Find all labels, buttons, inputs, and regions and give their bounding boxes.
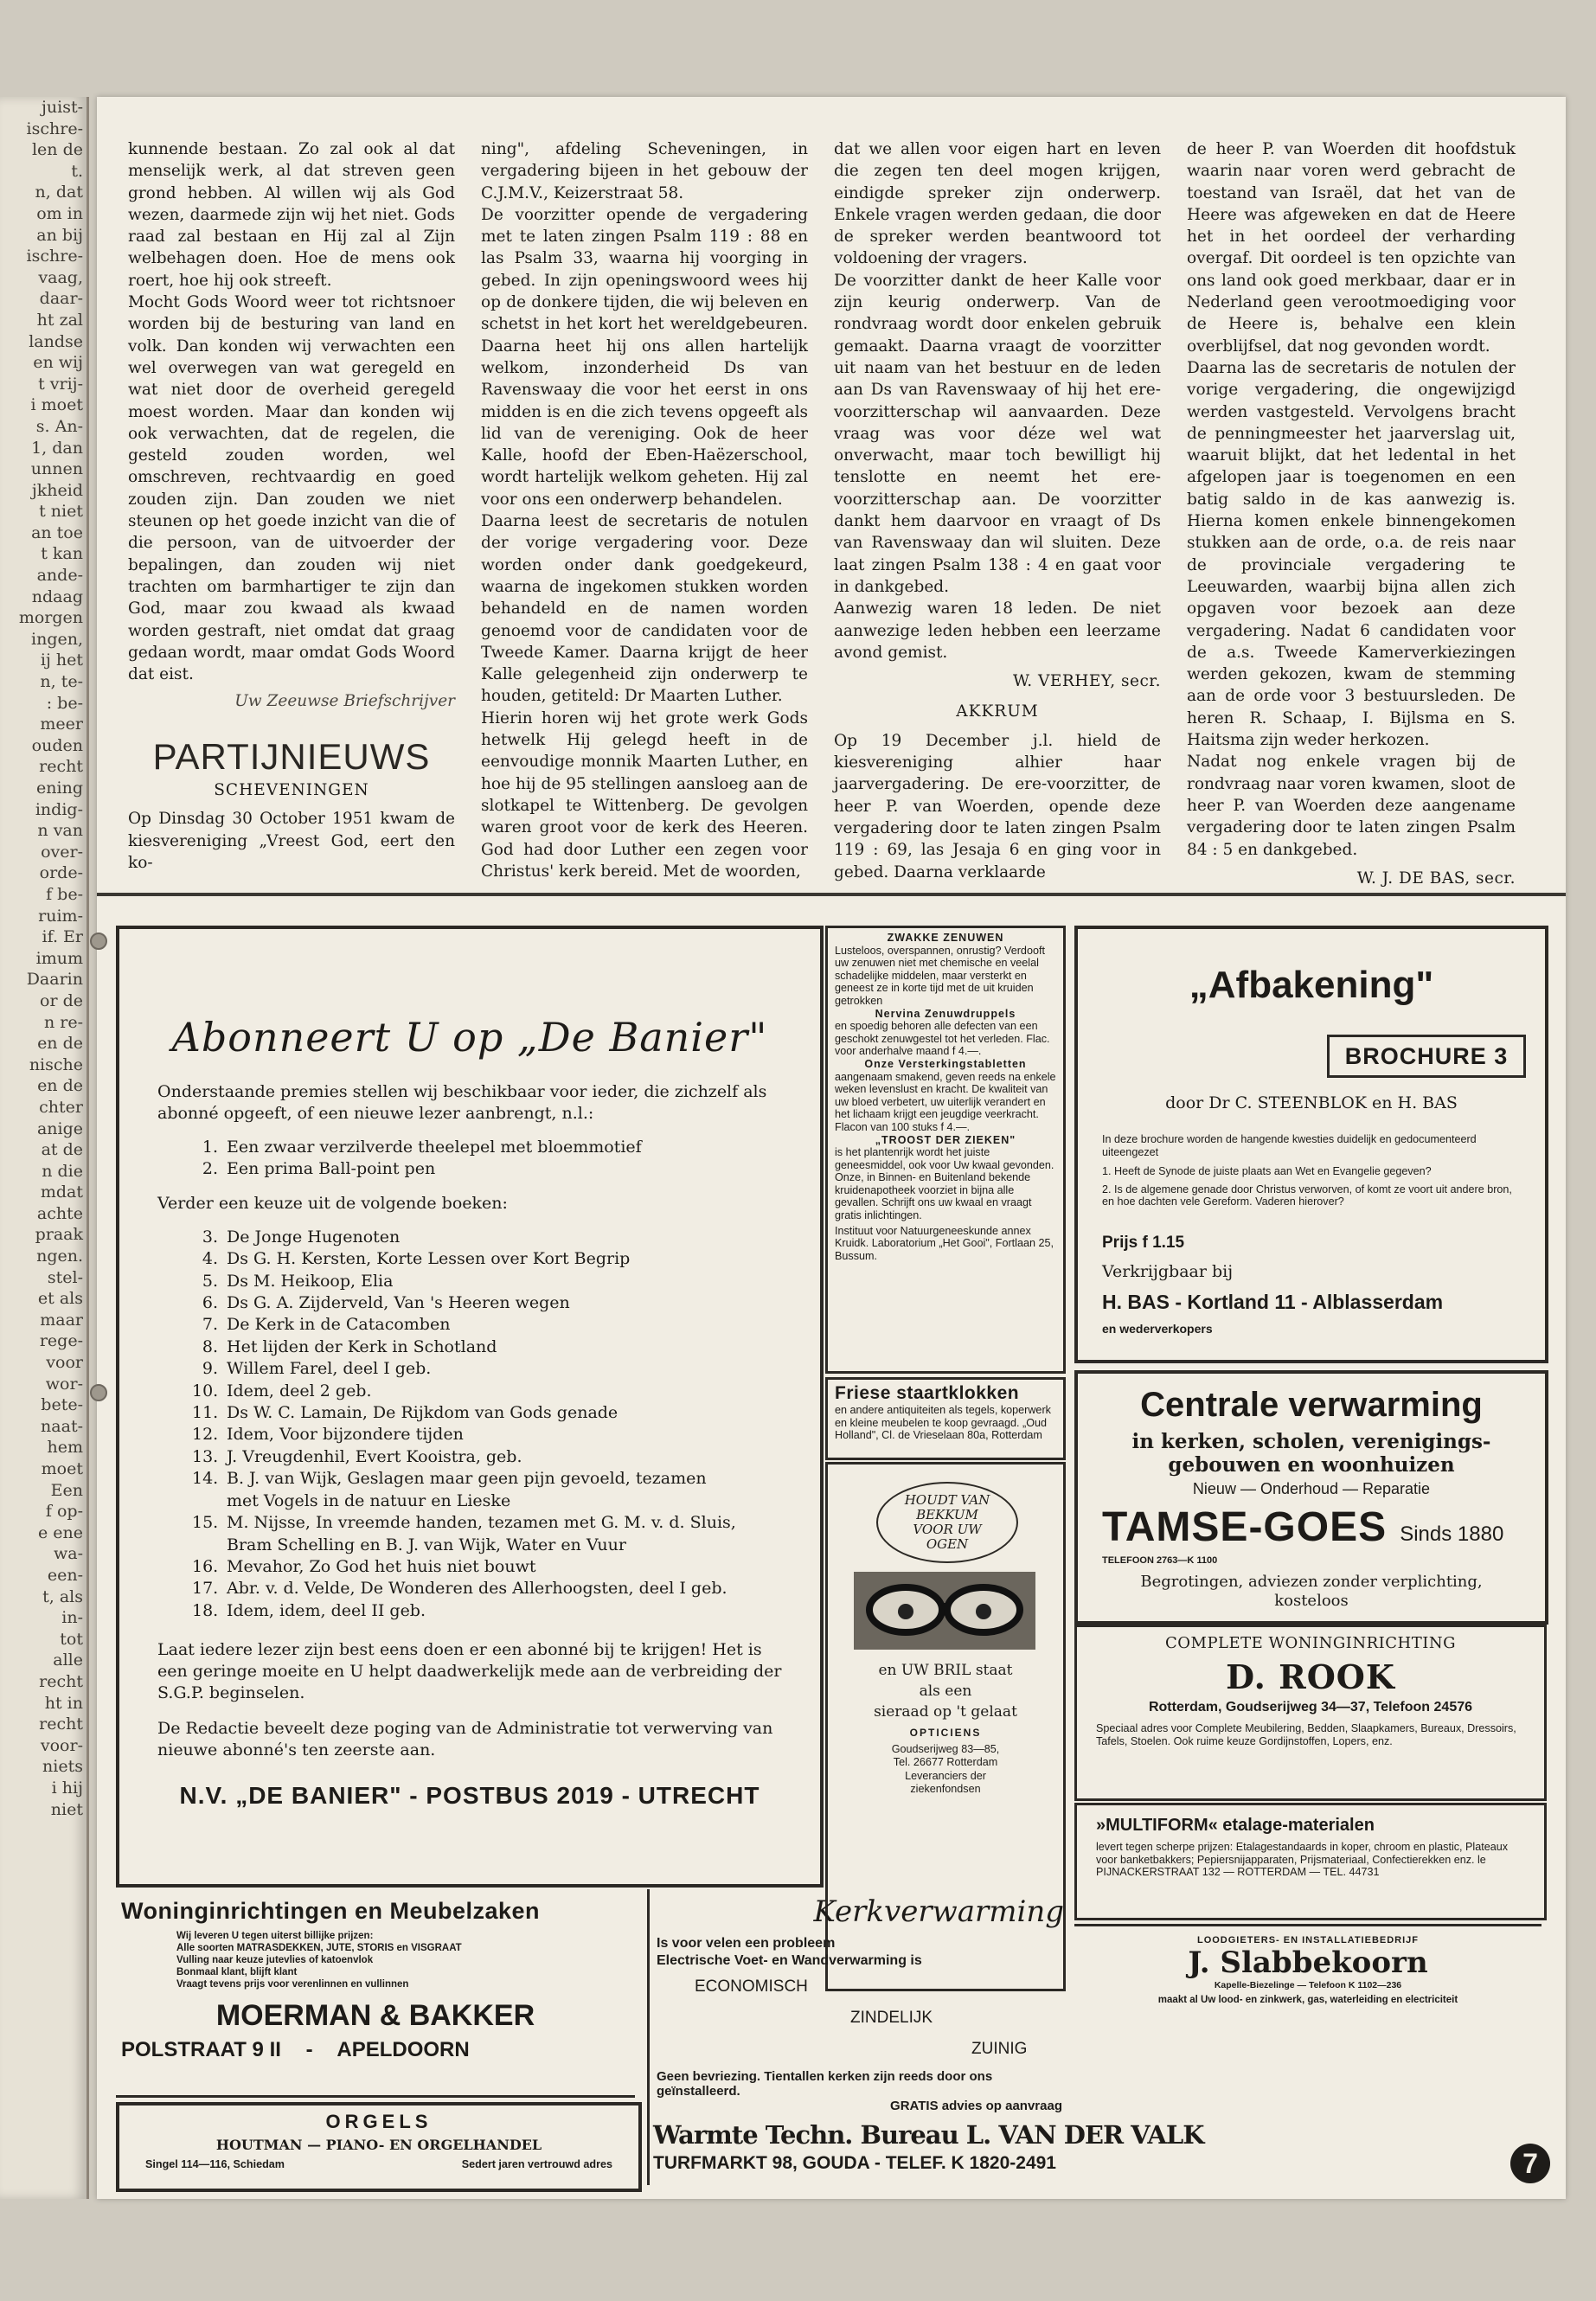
- previous-page-line: an bij: [36, 225, 83, 245]
- premium-list: [135, 1137, 804, 1181]
- previous-page-line: ischre-: [26, 247, 83, 266]
- previous-page-line: juist-: [41, 98, 83, 117]
- ad-text: sieraad op 't gelaat: [874, 1703, 1017, 1721]
- punch-hole: [90, 933, 107, 950]
- ad-multiform: [1074, 1803, 1547, 1920]
- list-number: 6.: [202, 1293, 218, 1313]
- ad-text: Verkrijgbaar bij: [1102, 1262, 1234, 1281]
- previous-page-line: ruim-: [38, 906, 83, 926]
- previous-page-line: niet: [50, 1799, 83, 1819]
- previous-page-line: ingen,: [31, 629, 83, 649]
- ad-address: Tel. 26677 Rotterdam: [893, 1755, 998, 1768]
- list-text: Een prima Ball-point pen: [227, 1159, 436, 1179]
- previous-page-line: at de: [41, 1140, 83, 1160]
- list-item: [192, 1424, 804, 1445]
- previous-page-line: bete-: [41, 1395, 83, 1415]
- list-text: M. Nijsse, In vreemde handen, tezamen met G. M. v. d. Sluis,: [227, 1513, 736, 1533]
- list-number: 14.: [192, 1469, 219, 1489]
- previous-page-line: f be-: [46, 884, 83, 904]
- ad-address: Singel 114—116, Schiedam: [145, 2158, 285, 2170]
- previous-page-line: rege-: [39, 1331, 83, 1351]
- paragraph: de heer P. van Woerden dit hoofdstuk waarin naar voren werd gebracht de toestand van Israël, dat het van de Heere was afgeweken en dat de Heere het in het oordeel der verharding overgaf. Dit oordeel is ten opzichte van ons land ook goed merkbaar, daar er in Nederland geen verootmoediging voor de Heere is, behalve een klein overblijfsel, dat nog gevonden wordt.: [1187, 140, 1516, 356]
- previous-page-line: an toe: [31, 522, 83, 542]
- list-text: De Jonge Hugenoten: [227, 1227, 401, 1247]
- ad-word: ZUINIG: [971, 2040, 1028, 2058]
- list-text-continued: met Vogels in de natuur en Lieske: [227, 1490, 511, 1510]
- list-item: [192, 1381, 804, 1402]
- ad-text: GRATIS advies op aanvraag: [890, 2099, 1062, 2113]
- place-heading: AKKRUM: [956, 702, 1039, 721]
- list-number: 2.: [202, 1159, 218, 1179]
- ad-list-item: 2. Is de algemene genade door Christus verworven, of komt ze voort uit andere bron, en hoe dachten vele Gereform. Vaderen hierover?: [1102, 1183, 1512, 1208]
- ad-brand: MOERMAN & BAKKER: [215, 1999, 535, 2032]
- previous-page-line: in-: [61, 1608, 83, 1628]
- previous-page-line: recht: [39, 1671, 83, 1691]
- paragraph: Nadat nog enkele vragen bij de rondvraag naar voren kwamen, sloot de heer P. van Woerden deze aangename vergadering door te laten zingen Psalm 84 : 5 en dankgebed.: [1187, 753, 1516, 859]
- list-text: Ds M. Heikoop, Elia: [227, 1271, 394, 1291]
- ad-text: Vulling naar keuze jutevlies of katoenvlok: [176, 1955, 374, 1965]
- ad-subheading: „TROOST DER ZIEKEN": [875, 1133, 1016, 1146]
- previous-page-line: len de: [31, 140, 83, 160]
- previous-page-line: een-: [47, 1565, 83, 1585]
- paragraph: Hierin horen wij het grote werk Gods hetwelk Hij gelegd heeft in de eenvoudige monnik Maarten Luther, en hoe hij de 95 stellingen aansloeg aan de slotkapel te Wittenberg. De gevolgen waren groot voor de kerk des Heeren. God had door Luther een zegen voor Christus' kerk bereid. Met de woorden,: [481, 708, 808, 881]
- list-text: Willem Farel, deel I geb.: [227, 1359, 432, 1379]
- list-item: [192, 1227, 804, 1248]
- ad-text: Instituut voor Natuurgeneeskunde annex Kruidk. Laboratorium „Het Gooi", Fortlaan 25, Bussum.: [835, 1224, 1054, 1262]
- list-item: [192, 1314, 804, 1336]
- ad-text: Speciaal adres voor Complete Meubilering, Bedden, Slaapkamers, Bureaux, Dressoirs, Tafels, Stoelen. Ook ruime keuze Gordijnstoffen, Lopers, enz.: [1096, 1722, 1516, 1747]
- list-item: [192, 1578, 804, 1599]
- signature: W. VERHEY, secr.: [1012, 672, 1161, 691]
- previous-page-line: voor-: [40, 1735, 83, 1755]
- ad-friese: [825, 1377, 1066, 1460]
- previous-page-line: t, als: [42, 1586, 83, 1606]
- ad-call: Laat iedere lezer zijn best eens doen er een abonné bij te krijgen! Het is een geringe moeite en U helpt daadwerkelijk mede aan de verbreiding der S.G.P. beginselen.: [157, 1640, 782, 1703]
- book-list: [135, 1227, 804, 1622]
- punch-hole: [90, 1384, 107, 1401]
- ad-text: Geen bevriezing. Tientallen kerken zijn reeds door ons geïnstalleerd.: [657, 2069, 993, 2099]
- ad-banier: [116, 926, 824, 1888]
- previous-page-line: meer: [40, 715, 83, 734]
- previous-page-line: en de: [37, 1076, 83, 1096]
- list-item: [192, 1446, 804, 1468]
- list-text: Ds G. A. Zijderveld, Van 's Heeren wegen: [227, 1293, 570, 1313]
- previous-page-line: nische: [29, 1054, 83, 1074]
- previous-page-line: s. An-: [35, 416, 83, 436]
- list-text: Idem, idem, deel II geb.: [227, 1600, 426, 1620]
- list-item: [192, 1556, 804, 1578]
- ad-brand: TAMSE-GOES: [1102, 1504, 1388, 1550]
- ad-rook: [1074, 1625, 1547, 1801]
- paragraph: Op 19 December j.l. hield de kiesvereniging alhier haar jaarvergadering. De ere-voorzitter, de heer P. van Woerden, opende deze vergadering door te laten zingen Psalm 119 : 69, las Jesaja 6 en ging voor in gebed. Daarna verklaarde: [834, 731, 1161, 881]
- list-number: 18.: [192, 1600, 219, 1620]
- ad-subtitle: HOUTMAN — PIANO- EN ORGELHANDEL: [215, 2137, 542, 2153]
- ad-text: Lusteloos, overspannen, onrustig? Verdooft uw zenuwen niet met chemische en veelal schadelijke middelen, maar versterkt en geneest ze in korte tijd met de uit kruiden getrokken: [835, 944, 1045, 1007]
- ad-city: APELDOORN: [337, 2038, 470, 2061]
- previous-page-line: anige: [36, 1118, 83, 1138]
- oval-text: HOUDT VAN BEKKUM VOOR UW OGEN: [904, 1492, 990, 1552]
- ad-subtitle: in kerken, scholen, verenigings-: [1131, 1430, 1491, 1453]
- previous-page-line: t niet: [39, 502, 83, 522]
- column-4: [1187, 138, 1516, 889]
- list-number: 5.: [202, 1271, 218, 1291]
- previous-page-line: orde-: [39, 863, 83, 883]
- section-heading: PARTIJNIEUWS: [152, 735, 431, 777]
- ad-subtitle: gebouwen en woonhuizen: [1168, 1453, 1455, 1477]
- ad-text: levert tegen scherpe prijzen: Etalagestandaards in koper, chroom en plastic, Plateaux voor banketbakkers; Pepiersnijapparaten, Prijsmateriaal, Confectierekken enz. le PIJNACKERSTRAAT 132 — ROTTERDAM — TEL. 44731: [1096, 1841, 1509, 1879]
- ad-address: Rotterdam, Goudserijweg 34—37, Telefoon 24576: [1148, 1700, 1473, 1715]
- ad-centrale-verwarming: [1074, 1370, 1548, 1625]
- previous-page-line: ening: [36, 779, 83, 798]
- previous-page-line: naat-: [41, 1416, 83, 1436]
- ad-title: „Afbakening": [1189, 964, 1434, 1006]
- previous-page-line: mdat: [40, 1183, 83, 1202]
- list-text: Een zwaar verzilverde theelepel met bloemmotief: [227, 1138, 642, 1157]
- ad-afbakening: [1074, 926, 1548, 1363]
- ad-keuze: Verder een keuze uit de volgende boeken:: [157, 1193, 508, 1213]
- previous-page-line: wa-: [53, 1544, 83, 1564]
- ad-phone: TELEFOON 2763—K 1100: [1102, 1555, 1218, 1566]
- list-item: [192, 1292, 804, 1314]
- previous-page-line: imum: [35, 948, 83, 968]
- ad-address: Goudserijweg 83—85,: [891, 1743, 1000, 1755]
- previous-page-line: ht zal: [36, 310, 83, 330]
- list-item: [192, 1336, 804, 1358]
- ad-address: H. BAS - Kortland 11 - Alblasserdam: [1102, 1291, 1444, 1313]
- glasses-face-icon: [854, 1572, 1035, 1650]
- list-item: [192, 1271, 804, 1292]
- paragraph: Aanwezig waren 18 leden. De niet aanwezige leden hebben een leerzame avond gemist.: [834, 599, 1161, 662]
- ad-orgels: [116, 2102, 642, 2192]
- ad-text: en UW BRIL staat: [878, 1662, 1013, 1679]
- ad-title: Kerkverwarming: [813, 1894, 1064, 1929]
- ad-text: Sedert jaren vertrouwd adres: [461, 2158, 612, 2170]
- ad-text: Wij leveren U tegen uiterst billijke prijzen:: [176, 1931, 374, 1941]
- list-text: Mevahor, Zo God het huis niet bouwt: [227, 1556, 536, 1576]
- previous-page-line: unnen: [30, 459, 83, 479]
- previous-page-line: : be-: [46, 693, 83, 713]
- ad-kerkverwarming: [647, 1889, 1204, 2185]
- previous-page-line: alle: [53, 1650, 83, 1670]
- oval-badge: [876, 1482, 1018, 1563]
- previous-page-line: ij het: [40, 651, 83, 670]
- previous-page-line: voor: [46, 1353, 83, 1373]
- list-number: 13.: [192, 1446, 219, 1466]
- previous-page-line: Een: [50, 1480, 83, 1500]
- previous-page-line: recht: [39, 757, 83, 777]
- list-text: Ds W. C. Lamain, De Rijkdom van Gods genade: [227, 1403, 619, 1423]
- ad-subheading: Nervina Zenuwdruppels: [875, 1007, 1016, 1020]
- previous-page-line: f op-: [45, 1502, 83, 1522]
- previous-page-line: vaag,: [38, 267, 83, 287]
- ad-redactie: De Redactie beveelt deze poging van de Administratie tot verwerving van nieuwe abonné's ten zeerste aan.: [157, 1719, 773, 1760]
- ad-text: Vraagt tevens prijs voor verenlinnen en vullinnen: [176, 1979, 409, 1990]
- list-number: 16.: [192, 1556, 219, 1576]
- previous-page-line: achte: [36, 1203, 83, 1223]
- place-heading: SCHEVENINGEN: [214, 781, 369, 800]
- previous-page-line: over-: [41, 842, 83, 862]
- column-2: [481, 138, 808, 882]
- ad-text: en andere antiquiteiten als tegels, koperwerk en kleine meubelen te koop gevraagd. „Oud Holland", Cl. de Vrieselaan 80a, Rotterdam: [835, 1404, 1051, 1442]
- previous-page-line: daar-: [39, 289, 83, 309]
- section-divider: [97, 893, 1566, 896]
- ad-zenuwen: [825, 926, 1066, 1374]
- previous-page-line: ischre-: [26, 119, 83, 138]
- list-item: [192, 1402, 804, 1424]
- previous-page-line: hem: [47, 1438, 83, 1458]
- list-text: Idem, deel 2 geb.: [227, 1381, 372, 1400]
- previous-page-line: or de: [40, 990, 83, 1010]
- previous-page-line: i moet: [30, 395, 83, 415]
- column-3: [834, 138, 1161, 883]
- page-number: 7: [1510, 2144, 1550, 2183]
- list-number: 7.: [202, 1315, 218, 1335]
- list-item: [192, 1512, 804, 1556]
- ad-text: is het plantenrijk wordt het juiste geneesmiddel, ook voor Uw kwaal gevonden. Onze, in Binnen- en Buitenland bekende kruidenapotheek voorziet in bijna alle gevallen. Schrijft ons uw kwaal en vraagt gratis inlichtingen.: [835, 1146, 1054, 1222]
- list-text: J. Vreugdenhil, Evert Kooistra, geb.: [227, 1446, 522, 1466]
- list-number: 3.: [202, 1227, 218, 1247]
- ad-text: en spoedig behoren alle defecten van een geschokt zenuwgestel tot het verleden. Flac. voor anderhalve maand f 4.—.: [835, 1020, 1050, 1058]
- ad-title: ORGELS: [325, 2111, 433, 2132]
- previous-page-line: chter: [39, 1097, 83, 1117]
- ad-address: POLSTRAAT 9 II: [121, 2038, 281, 2061]
- ad-text: In deze brochure worden de hangende kwesties duidelijk en gedocumenteerd uiteengezet: [1102, 1133, 1477, 1158]
- previous-page-strip: [0, 97, 89, 2199]
- previous-page-line: n, dat: [35, 183, 83, 202]
- list-number: 1.: [202, 1138, 218, 1157]
- ad-brand: J. Slabbekoorn: [1188, 1945, 1428, 1980]
- ad-heading: LOODGIETERS- EN INSTALLATIEBEDRIJF: [1196, 1935, 1420, 1945]
- ad-brand: Warmte Techn. Bureau L. VAN DER VALK: [653, 2120, 1204, 2150]
- list-text: Abr. v. d. Velde, De Wonderen des Allerhoogsten, deel I geb.: [227, 1579, 727, 1599]
- list-number: 10.: [192, 1381, 219, 1400]
- list-text: Idem, Voor bijzondere tijden: [227, 1425, 464, 1445]
- ad-authors: door Dr C. STEENBLOK en H. BAS: [1165, 1093, 1458, 1112]
- ad-since: Sinds 1880: [1400, 1522, 1504, 1546]
- newspaper-page: [97, 97, 1566, 2199]
- ad-heading: ZWAKKE ZENUWEN: [887, 932, 1004, 944]
- ad-slabbekoorn: [1074, 1924, 1542, 2022]
- paragraph: kunnende bestaan. Zo zal ook al dat menselijk werk, al dat streven geen grond hebben. Al willen wij als God wezen, daarmede zijn wij het niet. Gods raad zal bestaan en Hij zal al Zijn welbehagen doen. Hoe de mens ook roert, hoe hij ook streeft.: [128, 140, 455, 290]
- previous-page-line: t vrij-: [38, 374, 83, 394]
- ad-price: Prijs f 1.15: [1102, 1234, 1185, 1252]
- previous-page-line: indig-: [35, 799, 83, 819]
- ad-subheading: Onze Versterkingstabletten: [864, 1057, 1027, 1070]
- previous-page-line: ngen.: [36, 1247, 83, 1266]
- ad-text: Leveranciers der ziekenfondsen: [905, 1770, 986, 1795]
- paragraph: Op Dinsdag 30 October 1951 kwam de kiesvereniging „Vreest God, eert den ko-: [128, 810, 455, 872]
- ad-address: TURFMARKT 98, GOUDA - TELEF. K 1820-2491: [653, 2153, 1056, 2173]
- previous-page-line: n re-: [43, 1012, 83, 1032]
- column-1: [128, 138, 455, 874]
- ad-title: Centrale verwarming: [1140, 1386, 1483, 1424]
- ad-title: »MULTIFORM« etalage-materialen: [1096, 1816, 1375, 1835]
- ad-text: Electrische Voet- en Wandverwarming is: [657, 1953, 922, 1968]
- ad-text: maakt al Uw lood- en zinkwerk, gas, waterleiding en electriciteit: [1157, 1995, 1458, 2005]
- previous-page-line: jkheid: [31, 480, 83, 500]
- ad-title: Woninginrichtingen en Meubelzaken: [121, 1898, 541, 1924]
- list-text: B. J. van Wijk, Geslagen maar geen pijn gevoeld, tezamen: [227, 1469, 707, 1489]
- previous-page-line: recht: [39, 1715, 83, 1734]
- paragraph: Daarna las de secretaris de notulen der vorige vergadering, die ongewijzigd werden vastgesteld. Vervolgens bracht de penningmeester het jaarverslag uit, waaruit blijkt, dat het ledental in het afgelopen jaar is toegenomen en een batig saldo in de kas aanwezig is. Hierna komen enkele binnengekomen stukken aan de orde, o.a. de reis naar de provinciale vergadering te Leeuwarden, waarbij bijna allen zich opgaven voor bezoek aan deze vergadering. Nadat 6 candidaten voor de a.s. Tweede Kamerverkiezingen werden gekozen, kwam de stemming aan de orde voor 3 bestuursleden. De heren R. Schaap, I. Bijlsma en S. Haitsma zijn weder herkozen.: [1187, 358, 1516, 750]
- previous-page-line: if. Er: [42, 927, 83, 947]
- paragraph: De voorzitter opende de vergadering met te laten zingen Psalm 119 : 88 en las Psalm 33, waarna hij voorging in gebed. In zijn openingswoord wees hij op de donkere tijden, die wij beleven en schetst in het kort het wereldgebeuren. Daarna heet hij ons allen hartelijk welkom, inzonderheid Ds van Ravenswaay die voor het eerst in ons midden is en die zich tevens opgeeft als lid van de vereniging. Ook de heer Kalle, hoofd der Eben-Haëzerschool, wordt hartelijk welkom geheten. Hij zal voor ons een onderwerp behandelen.: [481, 205, 808, 509]
- ad-text: Is voor velen een probleem: [657, 1936, 836, 1951]
- previous-page-line: e ene: [37, 1522, 83, 1542]
- signature: Uw Zeeuwse Briefschrijver: [234, 692, 455, 711]
- previous-page-line: n die: [42, 1161, 83, 1181]
- ad-address: Kapelle-Biezelinge — Telefoon K 1102—236: [1214, 1980, 1402, 1990]
- list-item: [192, 1158, 804, 1180]
- list-item: [192, 1248, 804, 1270]
- list-text: Ds G. H. Kersten, Korte Lessen over Kort Begrip: [227, 1249, 631, 1269]
- ad-brand: D. ROOK: [1226, 1657, 1395, 1696]
- previous-page-line: en wij: [33, 353, 83, 373]
- previous-page-line: t kan: [41, 544, 83, 564]
- list-text: De Kerk in de Catacomben: [227, 1315, 451, 1335]
- previous-page-line: ouden: [31, 735, 83, 755]
- list-number: 15.: [192, 1513, 219, 1533]
- previous-page-line: niets: [42, 1757, 83, 1777]
- list-item: [192, 1600, 804, 1622]
- ad-title: Friese staartklokken: [835, 1383, 1020, 1403]
- list-text-continued: Bram Schelling en B. J. van Wijk, Water en Vuur: [227, 1535, 626, 1554]
- previous-page-line: n, te-: [40, 672, 83, 692]
- signature: W. J. DE BAS, secr.: [1356, 868, 1516, 888]
- list-number: 11.: [192, 1403, 219, 1423]
- list-item: [192, 1358, 804, 1380]
- previous-page-line: et als: [37, 1289, 83, 1309]
- ad-text: Bonmaal klant, blijft klant: [176, 1967, 298, 1977]
- ad-footer: N.V. „DE BANIER" - POSTBUS 2019 - UTRECHT: [179, 1782, 760, 1810]
- ad-subheading: OPTICIENS: [909, 1727, 982, 1739]
- ad-heading: COMPLETE WONINGINRICHTING: [1164, 1634, 1457, 1652]
- ad-text: aangenaam smakend, geven reeds na enkele weken levenslust en kracht. De kwaliteit van uw bloed verbetert, uw uiterlijk verandert en het lichaam krijgt een jeugdige veerkracht. Flacon van 100 stuks f 4.—.: [835, 1070, 1056, 1133]
- previous-page-line: om in: [36, 203, 83, 223]
- ad-text: Alle soorten MATRASDEKKEN, JUTE, STORIS en VISGRAAT: [176, 1943, 462, 1953]
- previous-page-line: tot: [60, 1629, 83, 1649]
- previous-page-line: morgen: [18, 608, 83, 628]
- list-number: 12.: [192, 1425, 219, 1445]
- previous-page-line: i hij: [51, 1778, 83, 1798]
- ad-word: ECONOMISCH: [695, 1977, 808, 1996]
- previous-page-line: n van: [37, 821, 83, 841]
- list-number: 9.: [202, 1359, 218, 1379]
- previous-page-line: praak: [35, 1225, 83, 1245]
- previous-page-line: maar: [40, 1310, 83, 1330]
- previous-page-line: ndaag: [31, 586, 83, 606]
- previous-page-line: en de: [37, 1034, 83, 1054]
- list-number: 8.: [202, 1336, 218, 1356]
- ad-intro: Onderstaande premies stellen wij beschikbaar voor ieder, die zichzelf als abonné opgeeft, of een nieuwe lezer aanbrengt, n.l.:: [157, 1082, 767, 1123]
- paragraph: ning", afdeling Scheveningen, in vergadering bijeen in het gebouw der C.J.M.V., Keizerstraat 58.: [481, 140, 808, 202]
- ad-text: als een: [919, 1682, 972, 1700]
- ad-text: Begrotingen, adviezen zonder verplichting, kosteloos: [1140, 1573, 1483, 1610]
- previous-page-line: landse: [29, 331, 83, 351]
- paragraph: De voorzitter dankt de heer Kalle voor zijn keurig onderwerp. Van de rondvraag wordt door enkelen gebruik gemaakt. Daarna vraagt de voorzitter uit naam van het bestuur en de leden aan Ds van Ravenswaay of hij het ere-voorzitterschap wil aanvaarden. Deze vraag was voor déze wel wat onverwacht, maar toch bewilligt hij tenslotte en neemt het ere-voorzitterschap aan. De voorzitter dankt hem daarvoor en vraagt of Ds van Ravenswaay dan wil sluiten. Deze laat zingen Psalm 138 : 4 en gaat voor in dankgebed.: [834, 271, 1161, 596]
- previous-page-line: moet: [41, 1459, 83, 1478]
- brochure-badge: BROCHURE 3: [1327, 1035, 1526, 1078]
- ad-list-item: 1. Heeft de Synode de juiste plaats aan Wet en Evangelie gegeven?: [1102, 1165, 1432, 1178]
- previous-page-line: stel-: [47, 1267, 83, 1287]
- list-text: Het lijden der Kerk in Schotland: [227, 1336, 497, 1356]
- ad-text: Nieuw — Onderhoud — Reparatie: [1192, 1480, 1431, 1497]
- ad-text: en wederverkopers: [1102, 1322, 1213, 1336]
- ad-moerman-bakker: Woninginrichtingen en Meubelzaken Wij leveren U tegen uiterst billijke prijzen: Alle soorten MATRASDEKKEN, JUTE, STORIS en VISGRAAT Vulling naar keuze jutevlies of katoenvlok Bonmaal klant, blijft klant Vraagt tevens prijs voor verenlinnen en vullinnen MOERMAN & BAKKER POLSTRAAT 9 II - APELDOORN: [116, 1889, 635, 2098]
- list-number: 4.: [202, 1249, 218, 1269]
- paragraph: Mocht Gods Woord weer tot richtsnoer worden bij de besturing van land en volk. Dan konden wij verwachten een wel overwegen van wat geregeld en wat niet door de overheid geregeld moest worden. Maar dan konden wij ook verwachten, dat de regelen, die gesteld zouden worden, wel omschreven, rechtvaardig en goed zouden zijn. Dan zouden we niet steunen op het goede inzicht van die of die persoon, van de uitvoerder der bepalingen, dan zouden wij niet trachten om barmhartiger te zijn dan God, maar zou kwaad als kwaad worden gestraft, niet omdat dat graag gedaan wordt, maar omdat Gods Woord dat eist.: [128, 293, 455, 684]
- previous-page-line: ht in: [44, 1693, 83, 1713]
- previous-page-line: 1, dan: [31, 438, 83, 458]
- list-number: 17.: [192, 1579, 219, 1599]
- list-item: [192, 1468, 804, 1512]
- previous-page-line: t.: [71, 161, 83, 181]
- list-item: [192, 1137, 804, 1158]
- paragraph: Daarna leest de secretaris de notulen der vorige vergadering voor. Deze worden onder dank goedgekeurd, waarna de ingekomen stukken worden behandeld en de namen worden genoemd voor de candidaten voor de Tweede Kamer. Daarna krijgt de heer Kalle gelegenheid zijn onderwerp te houden, getiteld: Dr Maarten Luther.: [481, 512, 808, 706]
- ad-word: ZINDELIJK: [850, 2009, 933, 2027]
- previous-page-line: Daarin: [26, 970, 83, 990]
- previous-page-line: wor-: [45, 1374, 83, 1394]
- ad-title: Abonneert U op „De Banier": [171, 1014, 768, 1061]
- previous-page-line: ande-: [36, 566, 83, 586]
- paragraph: dat we allen voor eigen hart en leven die zegen ten deel mogen krijgen, eindigde spreker zijn onderwerp. Enkele vragen werden gedaan, die door de spreker werden beantwoord tot voldoening der vragers.: [834, 140, 1161, 268]
